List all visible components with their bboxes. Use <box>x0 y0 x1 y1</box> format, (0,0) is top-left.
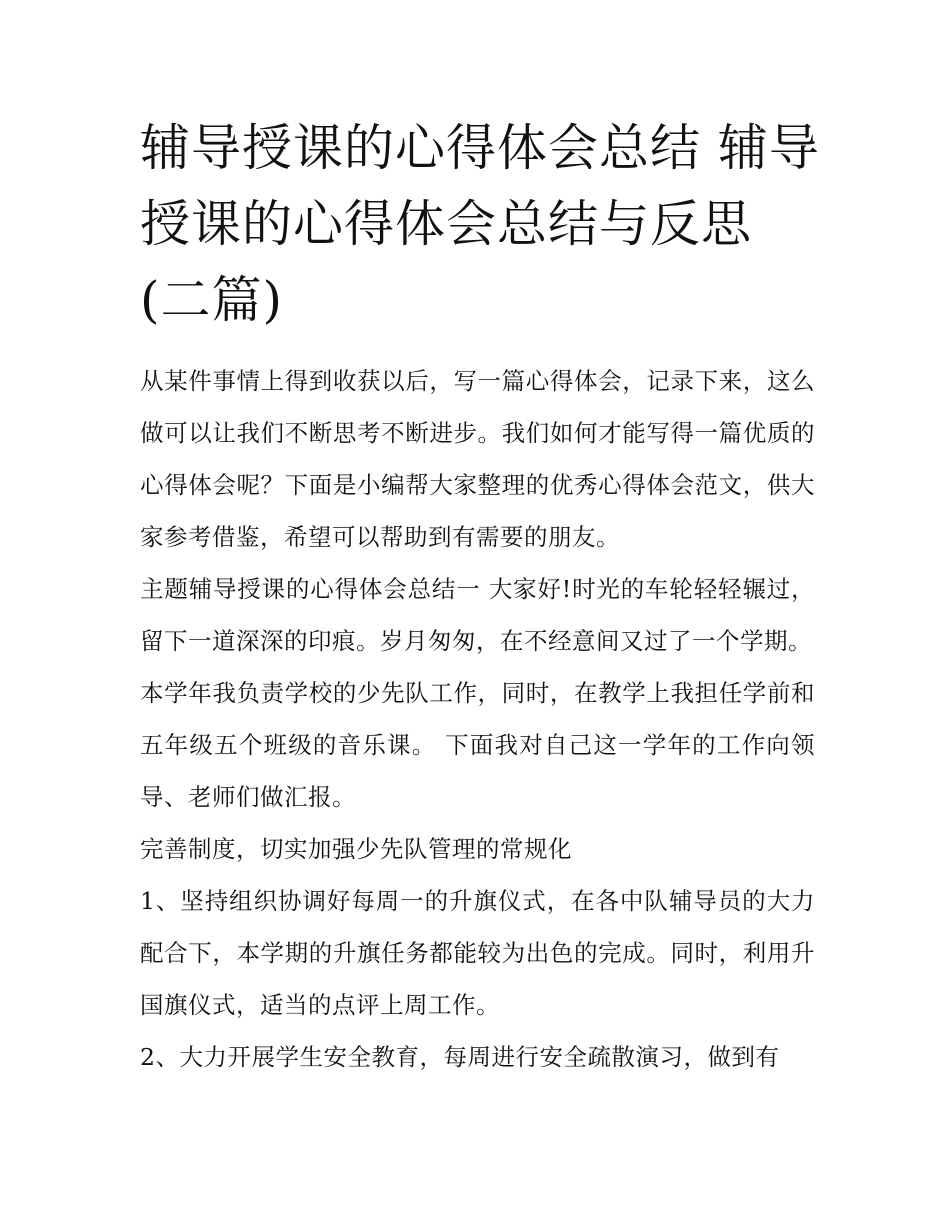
paragraph-intro: 从某件事情上得到收获以后，写一篇心得体会，记录下来，这么做可以让我们不断思考不断进步。我们如何才能写得一篇优质的心得体会呢？下面是小编帮大家整理的优秀心得体会范文，供大家参考借鉴，希望可以帮助到有需要的朋友。 <box>140 367 815 551</box>
document-title: 辅导授课的心得体会总结 辅导授课的心得体会总结与反思(二篇) <box>140 119 820 329</box>
paragraph-work-report: 本学年我负责学校的少先队工作，同时，在教学上我担任学前和五年级五个班级的音乐课。 下面我对自己这一学年的工作向领导、老师们做汇报。 <box>140 679 815 811</box>
paragraph-summary-one: 主题辅导授课的心得体会总结一 大家好!时光的车轮轻轻辗过，留下一道深深的印痕。岁月匆匆，在不经意间又过了一个学期。 <box>140 575 815 655</box>
paragraph-item-2: 2、大力开展学生安全教育，每周进行安全疏散演习，做到有 <box>140 1043 780 1071</box>
paragraph-item-1: 1、坚持组织协调好每周一的升旗仪式，在各中队辅导员的大力配合下，本学期的升旗任务都能较为出色的完成。同时，利用升国旗仪式，适当的点评上周工作。 <box>140 887 815 1019</box>
document-body <box>140 355 815 1083</box>
section-heading: 完善制度，切实加强少先队管理的常规化 <box>140 835 572 863</box>
